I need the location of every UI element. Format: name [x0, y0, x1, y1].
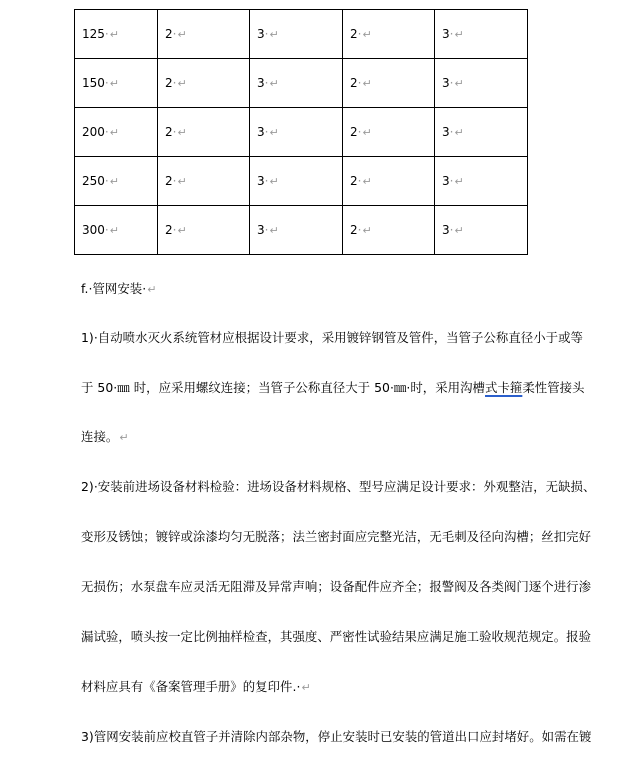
- paragraph-mark-icon: ↵: [362, 126, 372, 139]
- table-cell: [343, 59, 435, 108]
- line-text: 柔性管接头: [522, 380, 585, 395]
- cell-value: 2: [165, 27, 173, 41]
- paragraph-mark-icon: ↵: [362, 175, 372, 188]
- table-cell: [250, 157, 343, 206]
- space-mark: ·: [104, 174, 109, 188]
- paragraph-mark-icon: ↵: [147, 283, 157, 296]
- text-line-9: [81, 729, 591, 745]
- space-mark: ·: [264, 27, 269, 41]
- line-text: 变形及锈蚀；镀锌或涂漆均匀无脱落；法兰密封面应完整光洁，无毛刺及径向沟槽；丝扣完好: [81, 529, 592, 544]
- text-line-5: [81, 529, 591, 545]
- cell-value: 3: [257, 125, 265, 139]
- table-cell: [75, 108, 158, 157]
- table-row: [75, 59, 528, 108]
- paragraph-mark-icon: ↵: [177, 28, 187, 41]
- line-text: 连接。: [81, 429, 119, 444]
- text-line-4: [81, 479, 595, 495]
- cell-value: 3: [257, 223, 265, 237]
- table-cell: [158, 206, 250, 255]
- space-mark: ·: [172, 174, 177, 188]
- paragraph-mark-icon: ↵: [177, 126, 187, 139]
- cell-value: 2: [165, 223, 173, 237]
- table-cell: [158, 10, 250, 59]
- paragraph-mark-icon: ↵: [269, 175, 279, 188]
- heading-text: f.·管网安装·: [81, 281, 147, 296]
- paragraph-mark-icon: ↵: [362, 224, 372, 237]
- cell-value: 3: [442, 27, 450, 41]
- table-cell: [343, 157, 435, 206]
- paragraph-mark-icon: ↵: [454, 28, 464, 41]
- paragraph-mark-icon: ↵: [454, 77, 464, 90]
- table-cell: [435, 157, 528, 206]
- space-mark: ·: [264, 223, 269, 237]
- space-mark: ·: [449, 174, 454, 188]
- space-mark: ·: [357, 27, 362, 41]
- cell-value: 150: [82, 76, 105, 90]
- paragraph-mark-icon: ↵: [109, 28, 119, 41]
- paragraph-mark-icon: ↵: [269, 77, 279, 90]
- space-mark: ·: [172, 27, 177, 41]
- line-text: 漏试验，喷头按一定比例抽样检查，其强度、严密性试验结果应满足施工验收规范规定。报验: [81, 629, 592, 644]
- paragraph-mark-icon: ↵: [177, 77, 187, 90]
- cell-value: 2: [350, 27, 358, 41]
- paragraph-mark-icon: ↵: [454, 224, 464, 237]
- cell-value: 125: [82, 27, 105, 41]
- cell-value: 3: [442, 125, 450, 139]
- paragraph-mark-icon: ↵: [454, 126, 464, 139]
- space-mark: ·: [172, 76, 177, 90]
- text-line-8: [81, 679, 311, 696]
- table-cell: [158, 108, 250, 157]
- spellcheck-underlined-text[interactable]: 式卡箍: [485, 380, 523, 395]
- cell-value: 3: [442, 174, 450, 188]
- table-cell: [435, 108, 528, 157]
- table-cell: [435, 59, 528, 108]
- cell-value: 2: [350, 174, 358, 188]
- table-cell: [158, 157, 250, 206]
- cell-value: 300: [82, 223, 105, 237]
- cell-value: 3: [257, 27, 265, 41]
- line-text: 无损伤；水泵盘车应灵活无阻滞及异常声响；设备配件应齐全；报警阀及各类阀门逐个进行渗: [81, 579, 592, 594]
- cell-value: 3: [442, 76, 450, 90]
- paragraph-mark-icon: ↵: [362, 28, 372, 41]
- cell-value: 2: [350, 223, 358, 237]
- cell-value: 2: [350, 76, 358, 90]
- text-line-7: [81, 629, 591, 645]
- cell-value: 3: [442, 223, 450, 237]
- table-cell: [343, 10, 435, 59]
- space-mark: ·: [104, 125, 109, 139]
- paragraph-mark-icon: ↵: [109, 224, 119, 237]
- table-row: [75, 206, 528, 255]
- table-cell: [75, 59, 158, 108]
- paragraph-mark-icon: ↵: [362, 77, 372, 90]
- table-cell: [435, 10, 528, 59]
- table-cell: [75, 206, 158, 255]
- space-mark: ·: [449, 223, 454, 237]
- space-mark: ·: [357, 174, 362, 188]
- paragraph-mark-icon: ↵: [454, 175, 464, 188]
- line-text: 1)·自动喷水灭火系统管材应根据设计要求，采用镀锌钢管及管件，当管子公称直径小于或等: [81, 330, 583, 345]
- text-line-2: [81, 380, 585, 396]
- table-cell: [343, 206, 435, 255]
- cell-value: 200: [82, 125, 105, 139]
- cell-value: 2: [350, 125, 358, 139]
- table-cell: [435, 206, 528, 255]
- line-text: 于 50·㎜ 时，应采用螺纹连接；当管子公称直径大于 50·㎜·时，采用沟槽: [81, 380, 486, 395]
- pipe-spec-table: [74, 9, 528, 255]
- space-mark: ·: [264, 125, 269, 139]
- space-mark: ·: [104, 27, 109, 41]
- cell-value: 250: [82, 174, 105, 188]
- text-line-3: [81, 429, 129, 446]
- paragraph-mark-icon: ↵: [119, 431, 129, 444]
- line-text: 2)·安装前进场设备材料检验：进场设备材料规格、型号应满足设计要求：外观整洁，无缺损、: [81, 479, 596, 494]
- paragraph-mark-icon: ↵: [109, 126, 119, 139]
- space-mark: ·: [357, 223, 362, 237]
- paragraph-mark-icon: ↵: [177, 224, 187, 237]
- paragraph-mark-icon: ↵: [269, 28, 279, 41]
- space-mark: ·: [264, 76, 269, 90]
- table-row: [75, 10, 528, 59]
- space-mark: ·: [357, 125, 362, 139]
- table-cell: [250, 10, 343, 59]
- space-mark: ·: [449, 27, 454, 41]
- paragraph-mark-icon: ↵: [109, 175, 119, 188]
- paragraph-mark-icon: ↵: [301, 681, 311, 694]
- table-cell: [75, 10, 158, 59]
- paragraph-mark-icon: ↵: [177, 175, 187, 188]
- paragraph-mark-icon: ↵: [269, 224, 279, 237]
- space-mark: ·: [172, 125, 177, 139]
- space-mark: ·: [104, 76, 109, 90]
- cell-value: 3: [257, 174, 265, 188]
- space-mark: ·: [172, 223, 177, 237]
- line-text: 3)管网安装前应校直管子并清除内部杂物，停止安装时已安装的管道出口应封堵好。如需在镀: [81, 729, 592, 744]
- text-line-1: [81, 330, 583, 346]
- space-mark: ·: [104, 223, 109, 237]
- text-line-6: [81, 579, 591, 595]
- table-cell: [343, 108, 435, 157]
- space-mark: ·: [449, 125, 454, 139]
- section-heading: [81, 281, 157, 298]
- table-cell: [158, 59, 250, 108]
- space-mark: ·: [357, 76, 362, 90]
- cell-value: 3: [257, 76, 265, 90]
- paragraph-mark-icon: ↵: [109, 77, 119, 90]
- space-mark: ·: [449, 76, 454, 90]
- line-text: 材料应具有《备案管理手册》的复印件.·: [81, 679, 301, 694]
- table-row: [75, 108, 528, 157]
- table-row: [75, 157, 528, 206]
- space-mark: ·: [264, 174, 269, 188]
- cell-value: 2: [165, 76, 173, 90]
- paragraph-mark-icon: ↵: [269, 126, 279, 139]
- table-cell: [250, 206, 343, 255]
- table-cell: [250, 108, 343, 157]
- cell-value: 2: [165, 174, 173, 188]
- table-cell: [75, 157, 158, 206]
- cell-value: 2: [165, 125, 173, 139]
- table-cell: [250, 59, 343, 108]
